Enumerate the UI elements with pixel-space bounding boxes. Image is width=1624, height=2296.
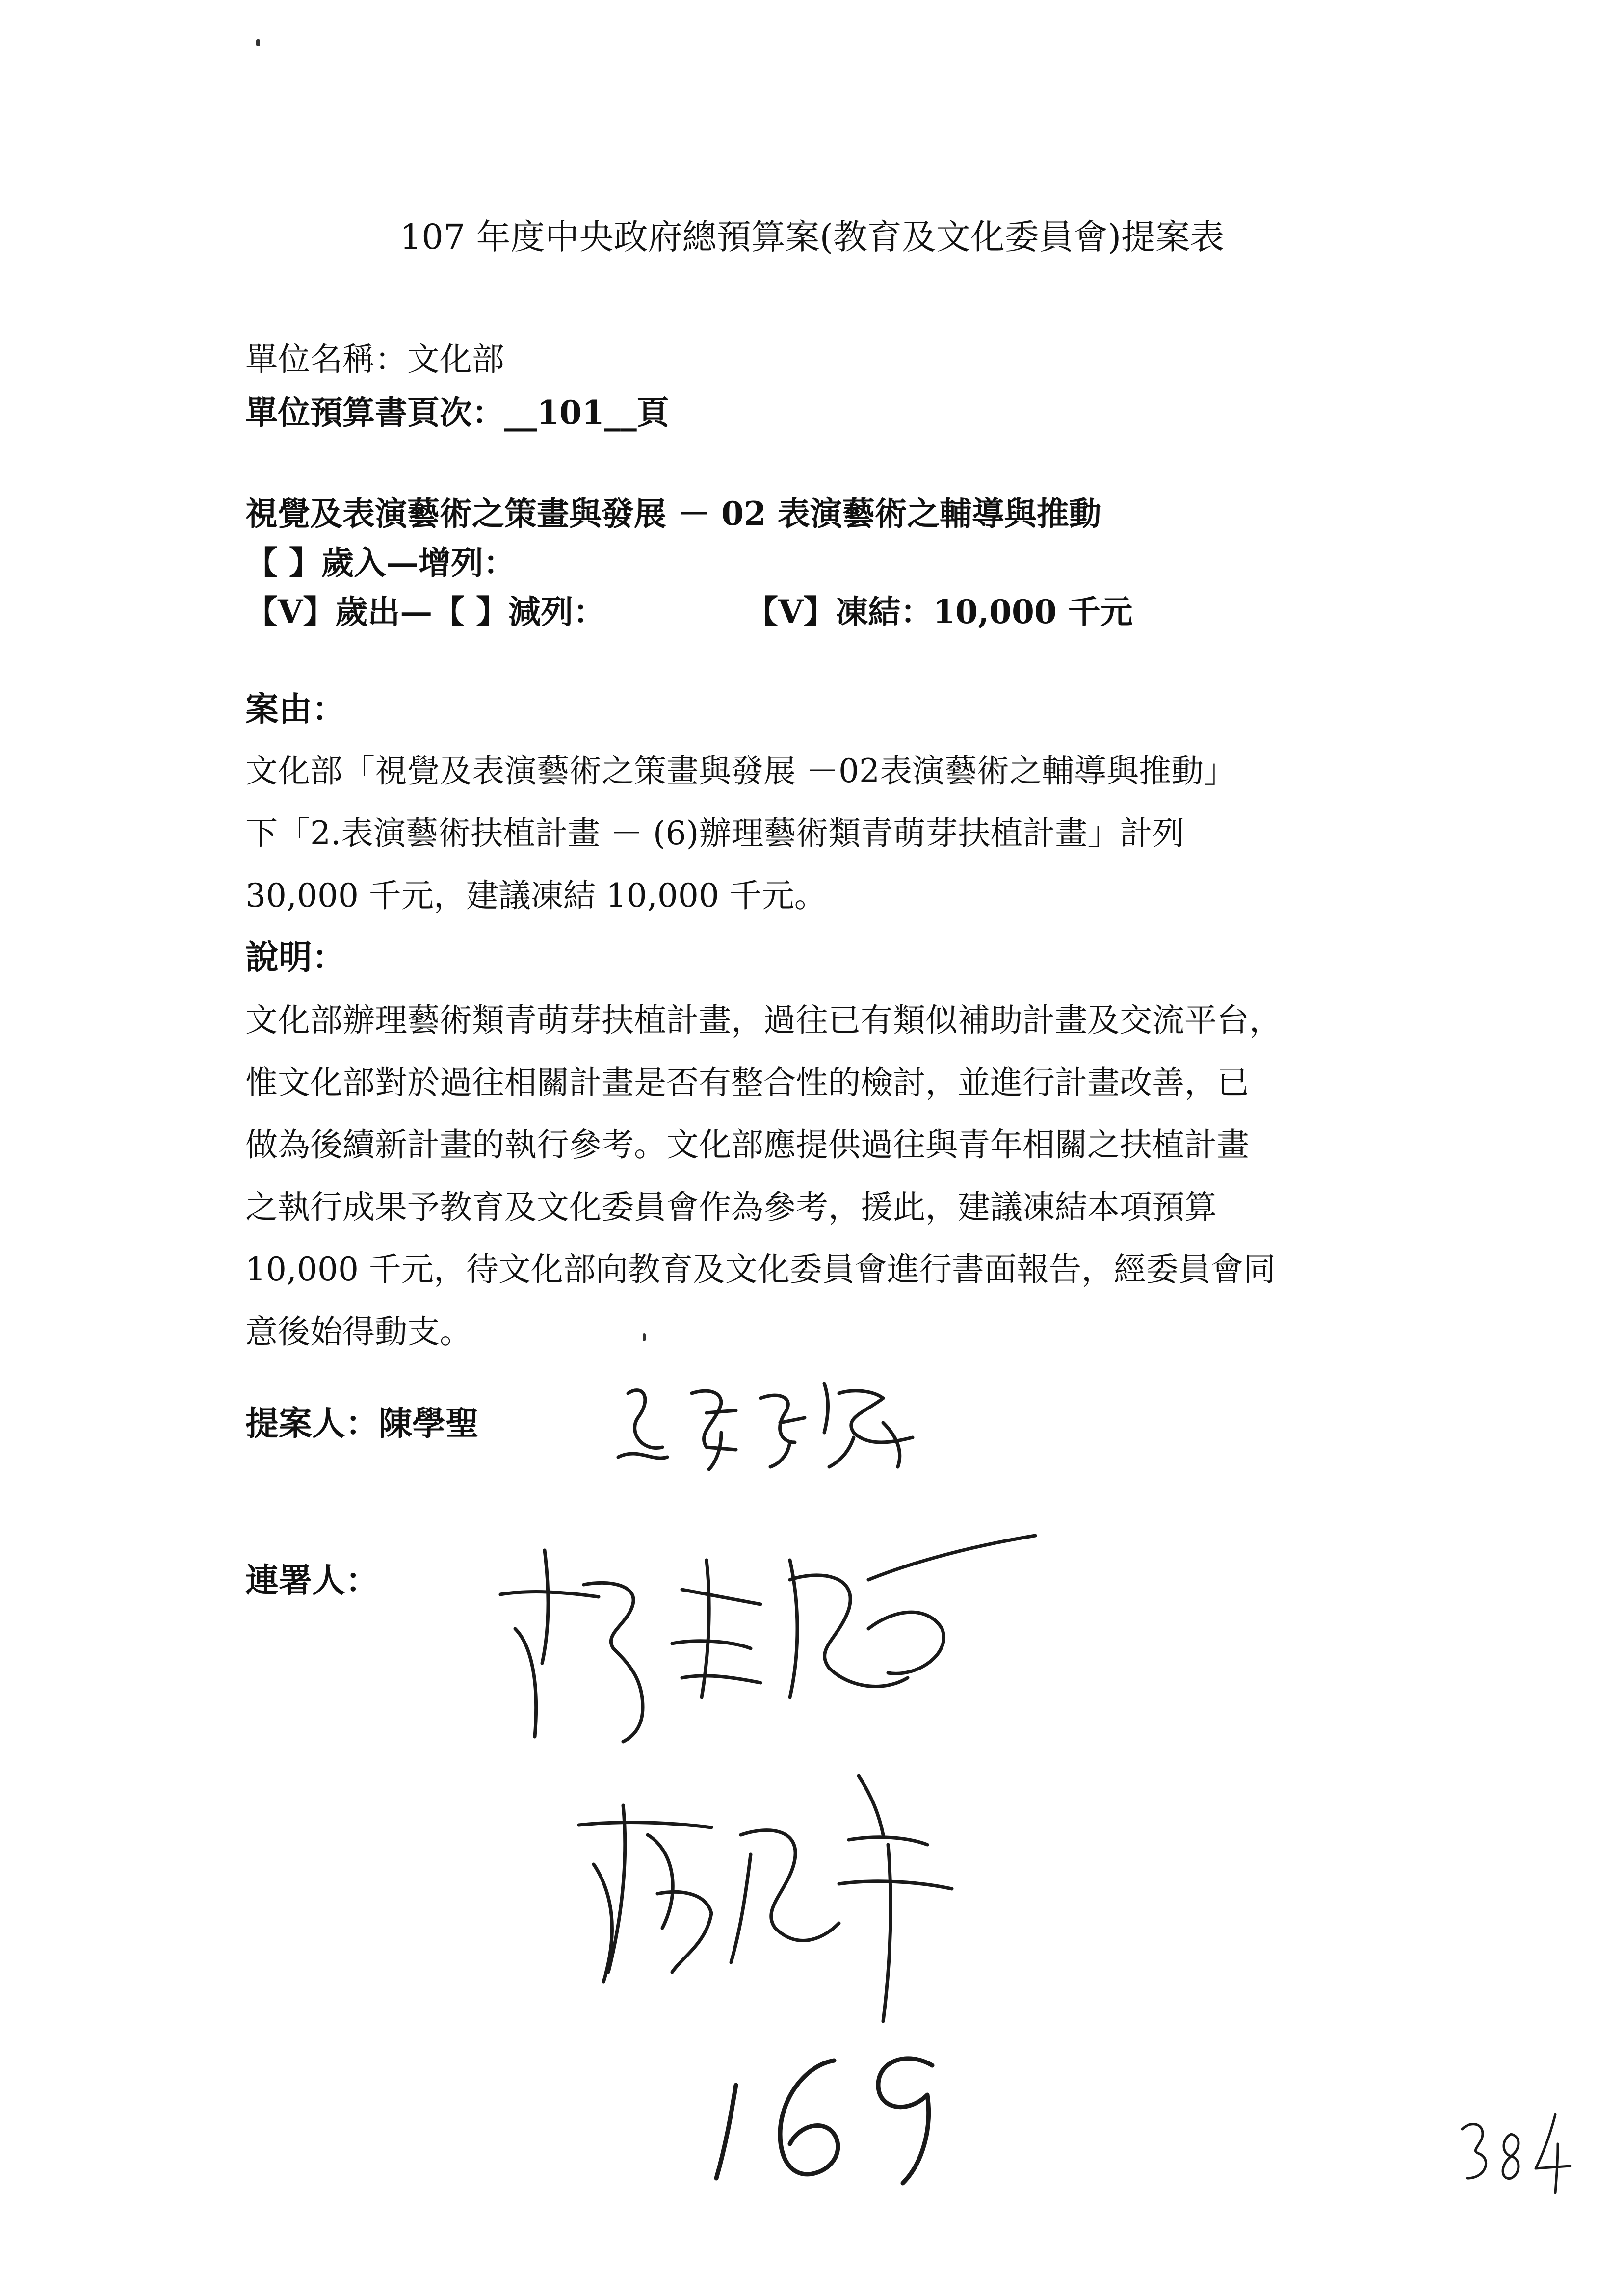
program-name: 視覺及表演藝術之策畫與發展 － 02 表演藝術之輔導與推動 — [245, 495, 1101, 533]
cosigner-signature — [564, 1766, 967, 2041]
handwritten-page-number — [1452, 2105, 1580, 2198]
case-line: 文化部「視覺及表演藝術之策畫與發展 －02表演藝術之輔導與推動」 — [245, 752, 1236, 790]
cosigners-label: 連署人： — [245, 1561, 379, 1600]
case-text — [245, 740, 1442, 927]
explain-line: 之執行成果予教育及文化委員會作為參考，援此，建議凍結本項預算 — [245, 1188, 1217, 1226]
unit-name: 單位名稱：文化部 — [245, 340, 504, 378]
freeze-line: 【V】凍結：10,000 千元 — [746, 593, 1133, 631]
case-line: 下「2.表演藝術扶植計畫 － (6)辦理藝術類青萌芽扶植計畫」計列 — [245, 814, 1185, 852]
case-heading: 案由： — [245, 690, 346, 729]
explain-line: 惟文化部對於過往相關計畫是否有整合性的檢討，並進行計畫改善，已 — [245, 1064, 1249, 1101]
explain-line: 文化部辦理藝術類青萌芽扶植計畫，過往已有類似補助計畫及交流平台， — [245, 1001, 1282, 1039]
handwritten-number — [697, 2031, 952, 2193]
explain-text — [245, 989, 1442, 1363]
budget-page: 單位預算書頁次：__101__頁 — [245, 393, 669, 432]
explain-line: 10,000 千元，待文化部向教育及文化委員會進行書面報告，經委員會同 — [245, 1251, 1276, 1288]
explain-heading: 說明： — [245, 938, 346, 977]
scan-speck — [256, 39, 260, 46]
explain-line: 做為後續新計畫的執行參考。文化部應提供過往與青年相關之扶植計畫 — [245, 1126, 1249, 1164]
revenue-line: 【 】歲入—增列： — [245, 544, 516, 582]
cosigner-signature — [486, 1531, 1045, 1766]
explain-line: 意後始得動支。 — [245, 1313, 472, 1351]
proposer-label: 提案人：陳學聖 — [245, 1404, 479, 1443]
document-title: 107 年度中央政府總預算案(教育及文化委員會)提案表 — [399, 217, 1225, 257]
expense-line: 【V】歲出—【 】減列： — [245, 593, 606, 631]
scan-speck — [643, 1333, 646, 1341]
case-line: 30,000 千元，建議凍結 10,000 千元。 — [245, 877, 827, 914]
proposer-signature — [608, 1364, 932, 1491]
